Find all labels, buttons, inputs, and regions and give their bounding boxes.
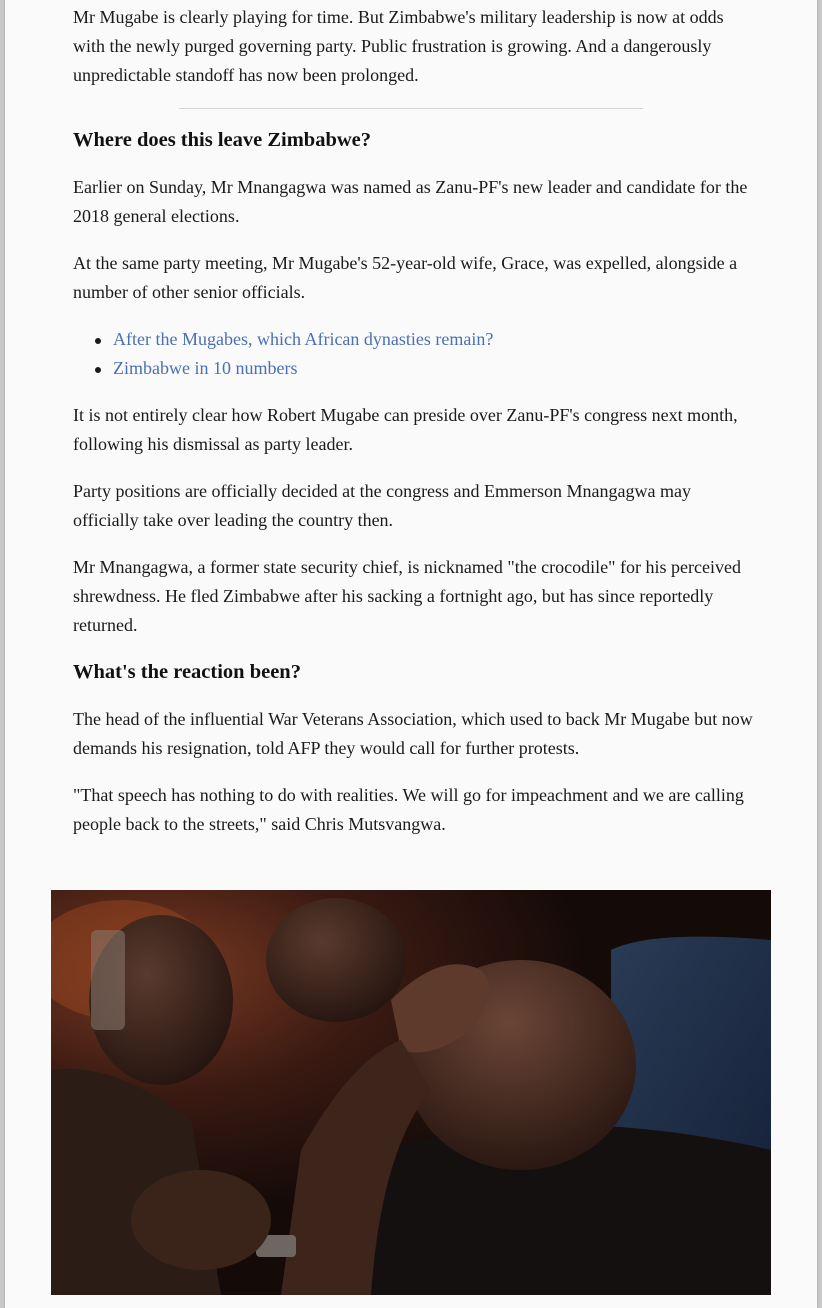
photo-men-reacting	[51, 890, 771, 1295]
related-link-item	[95, 325, 753, 354]
paragraph: At the same party meeting, Mr Mugabe's 52-year-old wife, Grace, was expelled, alongside a number of other senior officials.	[73, 253, 738, 302]
related-links-list	[73, 325, 753, 383]
link-african-dynasties[interactable]: After the Mugabes, which African dynasties remain?	[113, 329, 494, 349]
paragraph: "That speech has nothing to do with realities. We will go for impeachment and we are calling people back to the streets," said Chris Mutsvangwa.	[73, 785, 744, 834]
article-page	[5, 0, 817, 1308]
paragraph: It is not entirely clear how Robert Mugabe can preside over Zanu-PF's congress next month, following his dismissal as party leader.	[73, 405, 738, 454]
section-heading-where: Where does this leave Zimbabwe?	[73, 129, 372, 151]
section-heading-reaction: What's the reaction been?	[73, 661, 301, 683]
bullet-icon	[95, 338, 101, 344]
intro-paragraph: Mr Mugabe is clearly playing for time. But Zimbabwe's military leadership is now at odds with the newly purged governing party. Public frustration is growing. And a dangerously unpredictable standoff has now been prolonged.	[73, 7, 724, 85]
paragraph: Earlier on Sunday, Mr Mnangagwa was named as Zanu-PF's new leader and candidate for the 2018 general elections.	[73, 177, 748, 226]
section-divider	[179, 108, 643, 109]
link-zimbabwe-numbers[interactable]: Zimbabwe in 10 numbers	[113, 358, 298, 378]
article-body	[73, 3, 753, 857]
related-link-item	[95, 354, 753, 383]
paragraph: Mr Mnangagwa, a former state security chief, is nicknamed "the crocodile" for his perceived shrewdness. He fled Zimbabwe after his sacking a fortnight ago, but has since reportedly returned.	[73, 557, 741, 635]
paragraph: The head of the influential War Veterans Association, which used to back Mr Mugabe but now demands his resignation, told AFP they would call for further protests.	[73, 709, 753, 758]
paragraph: Party positions are officially decided at the congress and Emmerson Mnangagwa may officially take over leading the country then.	[73, 481, 691, 530]
article-photo	[51, 890, 771, 1295]
bullet-icon	[95, 367, 101, 373]
